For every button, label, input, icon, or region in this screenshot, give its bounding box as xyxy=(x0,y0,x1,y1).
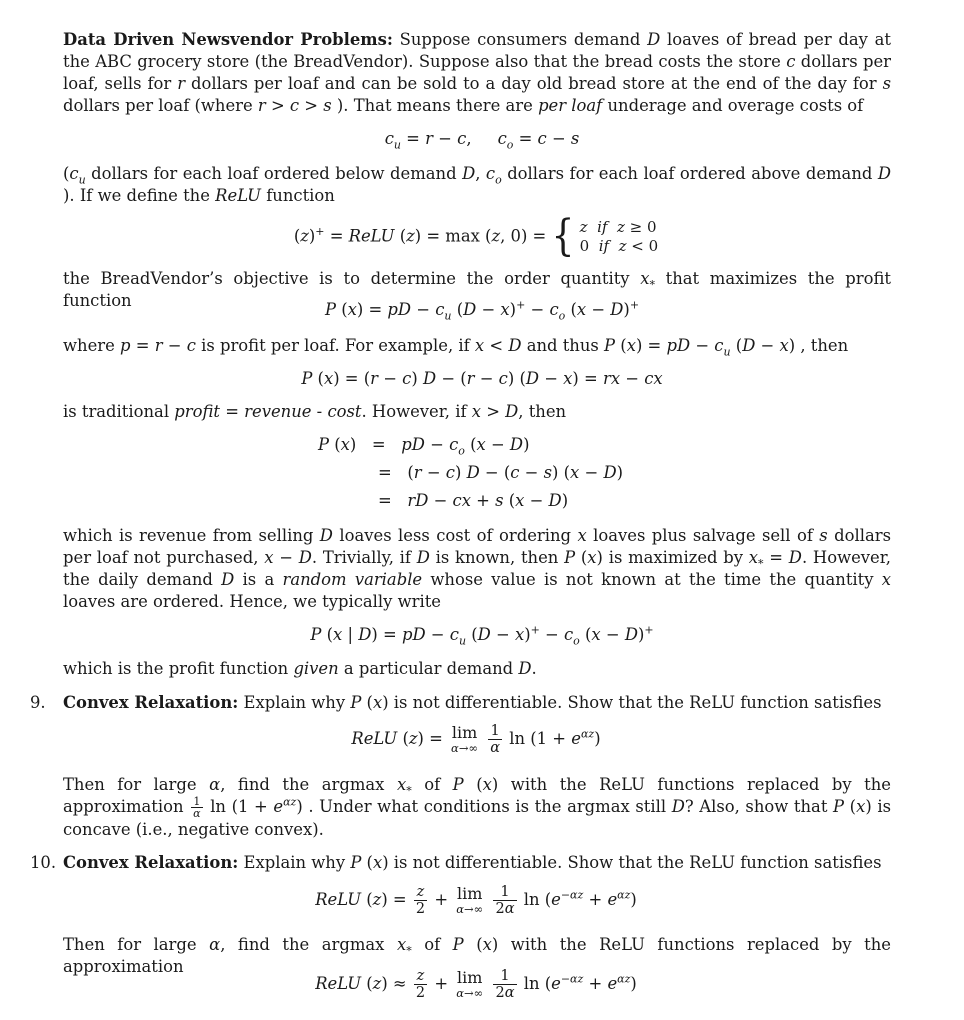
given-demand-paragraph: which is the profit function given a particular demand D. xyxy=(63,659,537,678)
random-demand-paragraph: which is revenue from selling D loaves less cost of ordering x loaves plus salvage sell of s dollars per loaf not purchased, x − D. Trivially, if D is known, then P (x) is maximized by $x_* = D$. However, the daily demand D is a random variable whose value is not known at the time the quantity x loaves are ordered. Hence, we typically write xyxy=(63,526,892,611)
problem-9-number: 9. xyxy=(30,693,46,712)
problem-10-approximation: ReLU (z) ≈ $\frac{z}{2}$ + lim α→∞ $\frac{1}{2\alpha}$ $\ln (e^{-\alpha z} + e^{\alpha z})$ xyxy=(315,968,637,1001)
overage-equation-2: = (r − c) D − (c − s) (x − D) xyxy=(378,463,624,482)
problem-10-title: Convex Relaxation: xyxy=(63,853,239,872)
problem-10-number: 10. xyxy=(30,853,57,872)
section-heading: Data Driven Newsvendor Problems: xyxy=(63,30,393,49)
problem-10-formula: ReLU (z) = $\frac{z}{2}$ + lim α→∞ $\frac{1}{2\alpha}$ $\ln (e^{-\alpha z} + e^{\alpha z})$ xyxy=(315,884,637,917)
relu-definition: (z)+ = ReLU (z) = max (z, 0) = { z if z ≥ 0 0 if z < 0 xyxy=(293,211,659,261)
overage-equation-1: P (x) = pD − $c_o$ (x − D) xyxy=(318,435,530,458)
problem-10-followup: Then for large α, find the argmax $x_*$ of P (x) with the ReLU functions replaced by the approximation xyxy=(63,935,892,976)
objective-paragraph: the BreadVendor’s objective is to determine the order quantity $x_*$ that maximizes the profit function xyxy=(63,269,891,310)
conditional-profit-equation: P (x | D) = pD − $c_u$ $(D - x)^+ - c_o$ (x − D)+ xyxy=(310,623,654,648)
problem-9-formula: ReLU (z) = lim α→∞ $\frac{1}{\alpha}$ $\ln (1 + e^{\alpha z})$ xyxy=(351,723,601,756)
underage-paragraph: where p = r − c is profit per loaf. For example, if x < D and thus P (x) = pD − $c_u$ (D − x) , then xyxy=(63,336,849,359)
problem-9-title: Convex Relaxation: xyxy=(63,693,239,712)
profit-equation: P (x) = pD − $c_u$ $(D - x)^+ - c_o$ (x − D)+ xyxy=(324,298,640,323)
cost-equation: $c_u = r - c$, $c_o = c - s$ xyxy=(384,129,580,152)
overage-equation-3: = rD − cx + s (x − D) xyxy=(378,491,569,510)
problem-9-followup: Then for large α, find the argmax $x_*$ of P (x) with the ReLU functions replaced by the approximation $\frac{1}{\alpha}$ $\ln (1 + e^{\alpha z})$ . Under what conditions is the argmax still D? Also, show that P (x) is concave (i.e., negative convex). xyxy=(63,775,892,839)
intro-paragraph: Data Driven Newsvendor Problems: Suppose consumers demand D loaves of bread per day at the ABC grocery store (the BreadVendor). Suppose also that the bread costs the store c dollars per loaf, sells for r dollars per loaf and can be sold to a day old bread store at the end of the day for s dollars per loaf (where r > c > s ). That means there are per loaf underage and overage costs of xyxy=(63,30,892,115)
overage-intro: is traditional profit = revenue - cost. However, if x > D, then xyxy=(63,402,567,421)
underage-equation: P (x) = (r − c) D − (r − c) (D − x) = rx − cx xyxy=(301,369,663,388)
problem-9-statement: Convex Relaxation: Explain why P (x) is not differentiable. Show that the ReLU function satisfies xyxy=(63,693,882,712)
problem-10-statement: Convex Relaxation: Explain why P (x) is not differentiable. Show that the ReLU function satisfies xyxy=(63,853,882,872)
relu-intro-paragraph: ($c_u$ dollars for each loaf ordered below demand D, $c_o$ dollars for each loaf ordered above demand D ). If we define the ReLU function xyxy=(63,164,892,205)
